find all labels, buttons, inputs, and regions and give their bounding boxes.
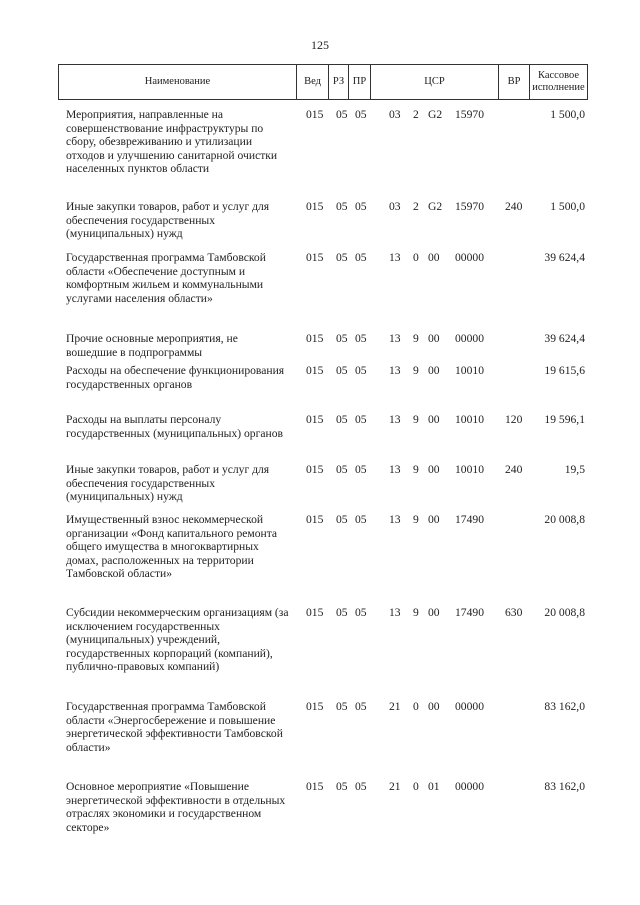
row-csr-program: 03: [389, 108, 401, 121]
row-csr-event: 00: [428, 606, 440, 619]
row-ved: 015: [306, 364, 324, 377]
row-csr-direction: 10010: [455, 413, 484, 426]
row-csr-event: 00: [428, 700, 440, 713]
row-name: Имущественный взнос некоммерческой организации «Фонд капитального ремонта общего имущества в многоквартирных домах, расположенных на территории Тамбовской области»: [66, 513, 278, 581]
row-rz: 05: [336, 463, 348, 476]
row-ved: 015: [306, 606, 324, 619]
row-rz: 05: [336, 332, 348, 345]
row-csr-program: 03: [389, 200, 401, 213]
row-sum: 20 008,8: [544, 606, 585, 619]
row-csr-subprogram: 9: [413, 606, 419, 619]
row-csr-subprogram: 0: [413, 251, 419, 264]
row-csr-event: 00: [428, 413, 440, 426]
row-sum: 1 500,0: [550, 200, 585, 213]
row-csr-direction: 00000: [455, 700, 484, 713]
row-csr-event: G2: [428, 200, 443, 213]
row-name: Расходы на обеспечение функционирования государственных органов: [66, 364, 285, 391]
row-vr: 120: [505, 413, 523, 426]
row-sum: 1 500,0: [550, 108, 585, 121]
row-name: Расходы на выплаты персоналу государственных (муниципальных) органов: [66, 413, 283, 440]
row-ved: 015: [306, 108, 324, 121]
row-csr-direction: 00000: [455, 780, 484, 793]
row-name: Прочие основные мероприятия, не вошедшие в подпрограммы: [66, 332, 238, 359]
row-pr: 05: [355, 606, 367, 619]
row-pr: 05: [355, 513, 367, 526]
row-csr-subprogram: 0: [413, 700, 419, 713]
row-rz: 05: [336, 606, 348, 619]
row-name: Иные закупки товаров, работ и услуг для обеспечения государственных (муниципальных) нужд: [66, 200, 270, 241]
row-csr-program: 13: [389, 364, 401, 377]
row-name: Субсидии некоммерческим организациям (за исключением государственных (муниципальных) учреждений, государственных корпораций (компаний), публично-правовых компаний): [66, 606, 289, 674]
row-csr-event: 00: [428, 463, 440, 476]
row-csr-subprogram: 2: [413, 200, 419, 213]
row-sum: 83 162,0: [544, 700, 585, 713]
row-ved: 015: [306, 700, 324, 713]
row-csr-program: 13: [389, 463, 401, 476]
row-csr-direction: 00000: [455, 332, 484, 345]
row-name: Государственная программа Тамбовской области «Обеспечение доступным и комфортным жильем и коммунальными услугами населения области»: [66, 251, 266, 305]
row-csr-direction: 17490: [455, 513, 484, 526]
row-ved: 015: [306, 513, 324, 526]
row-csr-direction: 00000: [455, 251, 484, 264]
row-name: Основное мероприятие «Повышение энергетической эффективности в отдельных отраслях экономики и государственном секторе»: [66, 780, 286, 834]
row-pr: 05: [355, 200, 367, 213]
header-name: Наименование: [59, 65, 297, 99]
row-csr-event: 00: [428, 332, 440, 345]
row-pr: 05: [355, 108, 367, 121]
row-pr: 05: [355, 364, 367, 377]
header-csr: ЦСР: [371, 65, 499, 99]
row-name: Государственная программа Тамбовской области «Энергосбережение и повышение энергетической эффективности Тамбовской области»: [66, 700, 283, 754]
row-sum: 20 008,8: [544, 513, 585, 526]
row-pr: 05: [355, 700, 367, 713]
row-ved: 015: [306, 780, 324, 793]
row-csr-event: 00: [428, 364, 440, 377]
row-csr-program: 21: [389, 780, 401, 793]
row-rz: 05: [336, 108, 348, 121]
row-pr: 05: [355, 332, 367, 345]
row-sum: 39 624,4: [544, 332, 585, 345]
row-ved: 015: [306, 332, 324, 345]
row-csr-subprogram: 0: [413, 780, 419, 793]
row-ved: 015: [306, 463, 324, 476]
table-header: [58, 64, 588, 100]
row-pr: 05: [355, 780, 367, 793]
row-csr-event: 01: [428, 780, 440, 793]
row-csr-subprogram: 9: [413, 364, 419, 377]
row-csr-program: 13: [389, 606, 401, 619]
row-ved: 015: [306, 200, 324, 213]
row-name: Иные закупки товаров, работ и услуг для обеспечения государственных (муниципальных) нужд: [66, 463, 270, 504]
row-pr: 05: [355, 463, 367, 476]
page-number: 125: [311, 38, 329, 52]
header-sum: Кассовое исполнение: [532, 70, 585, 93]
row-vr: 240: [505, 200, 523, 213]
row-csr-program: 13: [389, 513, 401, 526]
row-csr-event: G2: [428, 108, 443, 121]
row-rz: 05: [336, 413, 348, 426]
row-csr-program: 21: [389, 700, 401, 713]
row-csr-event: 00: [428, 513, 440, 526]
row-csr-program: 13: [389, 413, 401, 426]
row-sum: 39 624,4: [544, 251, 585, 264]
row-rz: 05: [336, 513, 348, 526]
row-pr: 05: [355, 251, 367, 264]
row-rz: 05: [336, 251, 348, 264]
row-rz: 05: [336, 200, 348, 213]
row-name: Мероприятия, направленные на совершенствование инфраструктуры по сбору, обезвреживанию и утилизации отходов и улучшению санитарной очистки населенных пунктов области: [66, 108, 278, 176]
row-csr-direction: 15970: [455, 108, 484, 121]
row-sum: 19,5: [564, 463, 585, 476]
row-csr-direction: 15970: [455, 200, 484, 213]
header-ved: Вед: [297, 65, 329, 99]
row-vr: 240: [505, 463, 523, 476]
row-sum: 19 596,1: [544, 413, 585, 426]
row-csr-event: 00: [428, 251, 440, 264]
row-sum: 83 162,0: [544, 780, 585, 793]
row-vr: 630: [505, 606, 523, 619]
row-csr-subprogram: 9: [413, 332, 419, 345]
row-rz: 05: [336, 700, 348, 713]
row-rz: 05: [336, 780, 348, 793]
row-pr: 05: [355, 413, 367, 426]
row-csr-direction: 17490: [455, 606, 484, 619]
row-csr-program: 13: [389, 332, 401, 345]
row-csr-subprogram: 2: [413, 108, 419, 121]
row-rz: 05: [336, 364, 348, 377]
row-ved: 015: [306, 251, 324, 264]
row-sum: 19 615,6: [544, 364, 585, 377]
row-csr-subprogram: 9: [413, 463, 419, 476]
header-rz: РЗ: [329, 65, 349, 99]
header-vr: ВР: [499, 65, 530, 99]
row-csr-subprogram: 9: [413, 513, 419, 526]
row-csr-direction: 10010: [455, 364, 484, 377]
row-csr-direction: 10010: [455, 463, 484, 476]
header-pr: ПР: [349, 65, 371, 99]
row-csr-subprogram: 9: [413, 413, 419, 426]
row-ved: 015: [306, 413, 324, 426]
row-csr-program: 13: [389, 251, 401, 264]
